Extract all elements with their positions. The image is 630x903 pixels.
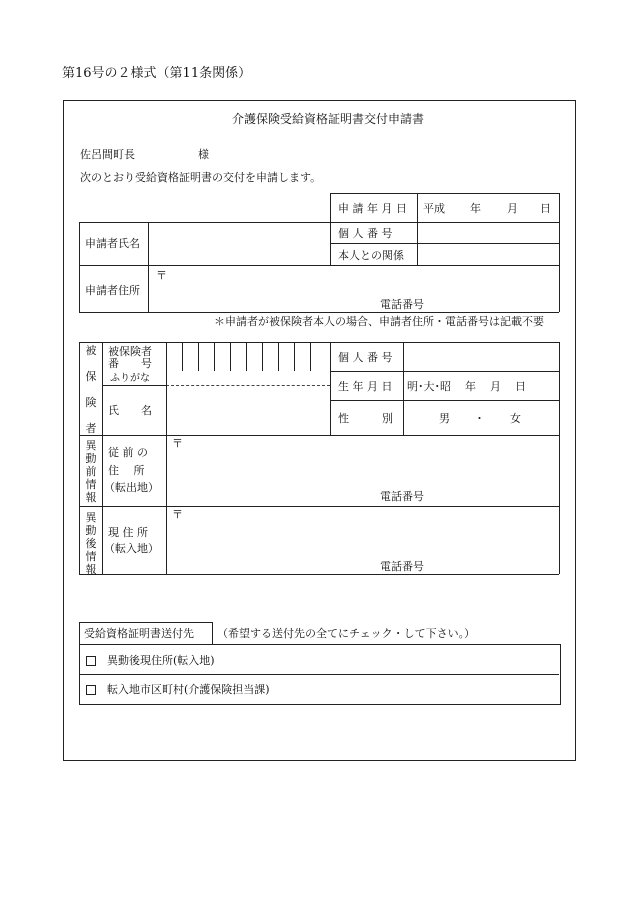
applicant-phone-label: 電話番号 xyxy=(380,298,424,311)
insured-id-label: 個 人 番 号 xyxy=(338,351,393,364)
previous-address-label: 従 前 の xyxy=(108,446,148,459)
send-destination-label: 受給資格証明書送付先 xyxy=(84,627,194,640)
applicant-note: ＊申請者が被保険者本人の場合、申請者住所・電話番号は記載不要 xyxy=(214,315,544,328)
sex-label: 性 別 xyxy=(338,412,393,425)
dob-day-field[interactable] xyxy=(502,376,514,394)
previous-address-label-3: （転出地） xyxy=(104,481,159,494)
relation-label: 本人との関係 xyxy=(338,249,404,262)
send-instruction: （希望する送付先の全てにチェック・して下さい。） xyxy=(217,627,476,640)
send-option-new-address-label: 異動後現住所(転入地) xyxy=(107,654,215,667)
dob-year-unit: 年 xyxy=(465,380,476,393)
form-title: 介護保険受給資格証明書交付申請書 xyxy=(232,112,425,126)
dob-month-field[interactable] xyxy=(476,376,489,394)
after-side-label: 異 動 後 情 報 xyxy=(85,511,97,577)
applicant-address-field[interactable] xyxy=(150,267,557,311)
current-address-label: 現 住 所 xyxy=(108,526,148,539)
current-phone-label: 電話番号 xyxy=(380,560,424,573)
previous-address-label-2: 住 所 xyxy=(108,464,145,477)
application-day-unit: 日 xyxy=(540,202,551,215)
dob-era: 明･大･昭 xyxy=(407,380,451,393)
dob-month-unit: 月 xyxy=(490,380,501,393)
checkbox-municipality[interactable] xyxy=(86,685,96,695)
applicant-name-field[interactable] xyxy=(150,224,328,264)
insured-number-label-2: 番 号 xyxy=(108,357,152,370)
dob-day-unit: 日 xyxy=(515,380,526,393)
application-day-field[interactable] xyxy=(520,198,538,216)
insured-number-field[interactable] xyxy=(167,343,329,370)
furigana-label: ふりがな xyxy=(110,373,150,384)
form-number: 第16号の２様式（第11条関係） xyxy=(62,66,252,81)
current-address-field[interactable] xyxy=(168,508,557,573)
insured-id-field[interactable] xyxy=(405,344,557,370)
relation-field[interactable] xyxy=(419,245,557,264)
applicant-id-field[interactable] xyxy=(419,224,557,242)
send-option-municipality[interactable] xyxy=(80,675,559,703)
previous-phone-label: 電話番号 xyxy=(380,490,424,503)
send-option-new-address[interactable] xyxy=(80,645,559,674)
previous-postal-mark: 〒 xyxy=(172,437,183,450)
insured-side-label: 被 保 険 者 xyxy=(85,344,97,436)
applicant-address-label: 申請者住所 xyxy=(85,284,140,297)
postal-mark: 〒 xyxy=(156,269,167,282)
application-month-unit: 月 xyxy=(507,202,518,215)
honorific: 様 xyxy=(198,148,209,161)
before-side-label: 異 動 前 情 報 xyxy=(85,439,97,505)
furigana-field[interactable] xyxy=(167,372,329,384)
application-year-field[interactable] xyxy=(450,198,468,216)
dob-year-field[interactable] xyxy=(448,376,463,394)
dob-label: 生 年 月 日 xyxy=(338,380,393,393)
application-month-field[interactable] xyxy=(486,198,504,216)
insured-name-label: 氏 名 xyxy=(108,404,152,417)
application-date-label: 申 請 年 月 日 xyxy=(338,202,407,215)
application-year-unit: 年 xyxy=(470,202,481,215)
current-address-label-2: （転入地） xyxy=(104,542,159,555)
addressee: 佐呂間町長 xyxy=(80,148,135,161)
previous-address-field[interactable] xyxy=(168,437,557,505)
application-era: 平成 xyxy=(423,202,445,215)
sex-female-option[interactable]: 女 xyxy=(510,412,521,425)
send-option-municipality-label: 転入地市区町村(介護保険担当課) xyxy=(107,683,270,696)
checkbox-new-address[interactable] xyxy=(86,656,96,666)
sex-separator: ・ xyxy=(474,412,485,425)
intro-text: 次のとおり受給資格証明書の交付を申請します。 xyxy=(80,171,322,184)
current-postal-mark: 〒 xyxy=(172,508,183,521)
insured-number-label: 被保険者 xyxy=(108,345,152,358)
applicant-name-label: 申請者氏名 xyxy=(85,237,140,250)
insured-name-field[interactable] xyxy=(167,387,329,434)
sex-male-option[interactable]: 男 xyxy=(439,412,450,425)
applicant-id-label: 個 人 番 号 xyxy=(338,227,393,240)
